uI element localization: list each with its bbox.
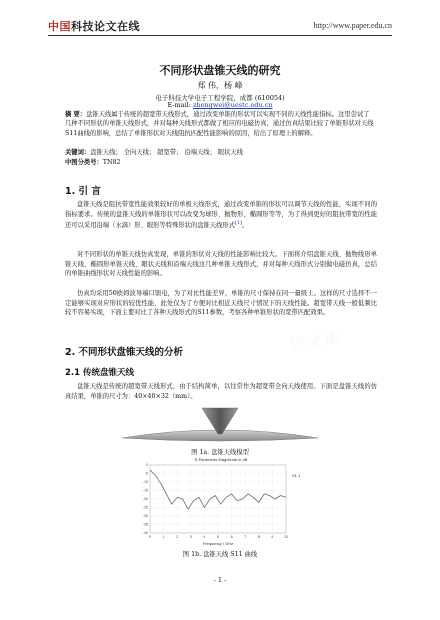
paragraph-2-1: 盘锥天线是传统的超宽带天线形式，由于结构简单，以往常作为超宽带全向天线使用。下面是盘锥天线的仿真结果，单锥的尺寸为：40×40×32（mm）。 [65, 383, 377, 400]
keywords [65, 148, 375, 157]
keywords-label: 关键词： [65, 149, 91, 156]
class-label: 中图分类号： [65, 159, 103, 166]
x-tick-label: 3 [189, 535, 192, 539]
paper-email-line [0, 101, 440, 109]
site-url[interactable]: http://www.paper.edu.cn [313, 21, 392, 30]
x-tick-label: 5 [217, 535, 219, 539]
section-heading-intro: 1. 引 言 [65, 186, 101, 197]
header-rule [48, 35, 392, 36]
paragraph-intro-3: 仿真均采用50欧姆波导端口馈电，为了对比性能差异，单锥的尺寸保持在同一量级上。这样的尺寸选择不一定能够实现对应形状的较优性能，此处仅为了方便对比相近天线尺寸情况下的天线性能。超宽带天线一般低频比较不容易实现，下面主要对比了各种天线形式的S11参数，考察各种单锥形状的宽带匹配效果。 [65, 290, 377, 317]
x-tick-label: 0 [149, 535, 151, 539]
watermark-2: 论文读 [288, 327, 343, 355]
x-tick-label: 9 [271, 535, 274, 539]
x-tick-label: 7 [244, 535, 247, 539]
y-ticks [143, 463, 148, 535]
antenna-model-figure [120, 404, 320, 444]
x-ticks [149, 535, 288, 539]
abstract-label: 摘 要： [65, 111, 87, 118]
page-number: - 1 - [213, 576, 227, 584]
keywords-text: 盘锥天线； 全向天线； 超宽带； 沿端天线； 眼状天线 [90, 149, 244, 156]
x-tick-label: 8 [257, 535, 260, 539]
figure-1a-caption: 图 1a. 盘锥天线模型 [191, 449, 249, 456]
y-tick-label: -15 [142, 488, 148, 493]
figure-1b-caption: 图 1b. 盘锥天线 S11 曲线 [182, 551, 258, 558]
y-tick-label: -30 [142, 514, 148, 519]
x-tick-label: 10 [284, 535, 288, 539]
y-tick-label: -35 [142, 522, 148, 527]
paragraph-intro-1 [65, 200, 377, 231]
abstract-text: 盘锥天线属于传统的超宽带天线形式，通过改变单锥的形状可以实现不同的天线性能指标。这里尝试了几种不同形状的单锥天线形式，并对每种天线形式都做了相应的电磁仿真，通过仿真结果比较了单锥形状对天线S11曲线的影响，总结了单锥形状对天线阻抗匹配性能影响的原因，给出了原理上的解释。 [65, 111, 374, 137]
plot-xlabel: Frequency / GHz [202, 541, 234, 546]
plot-title: S-Parameter Magnitude in dB [194, 457, 248, 462]
s11-plot [126, 455, 316, 547]
paper-authors: 郑 伟，杨 峰 [197, 81, 243, 90]
site-logo[interactable] [48, 18, 140, 34]
x-tick-label: 1 [162, 535, 165, 539]
x-tick-label: 4 [203, 535, 206, 539]
logo-part2: 科技论文在线 [71, 20, 140, 33]
email-label: E-mail: [167, 101, 193, 109]
plot-legend: S1,1 [292, 473, 301, 478]
email-link[interactable]: zhengwei@uestc.edu.cn [192, 101, 273, 109]
y-tick-label: 0 [146, 463, 148, 468]
y-tick-label: -40 [142, 531, 148, 536]
paper-affiliation: 电子科技大学电子工程学院，成都 (610054) [155, 94, 285, 102]
y-tick-label: -20 [142, 497, 148, 502]
logo-part1: 中国 [48, 20, 71, 33]
x-tick-label: 2 [176, 535, 179, 539]
paragraph-text: 盘锥天线是阻抗带宽性能效果较好的单极天线形式，通过改变单锥的形状可以调节天线的性能，实现不同的指标要求。传统的盘锥天线的单锥形状可以改变为球形、抛物形、椭圆形等等，为了得到更好的阻抗带宽的性能还可以采用沿端（水滴）形、眼形等特殊形状的盘锥天线形式 [65, 201, 377, 230]
citation-ref[interactable]: [1] [235, 220, 243, 227]
x-tick-label: 6 [230, 535, 233, 539]
watermark-1: 论文读 [118, 247, 173, 275]
section-heading-2: 2. 不同形状盘锥天线的分析 [65, 347, 184, 358]
subsection-heading-2-1: 2.1 传统盘锥天线 [65, 368, 135, 378]
paper-title: 不同形状盘锥天线的研究 [159, 64, 281, 77]
abstract [65, 110, 375, 138]
y-tick-label: -25 [142, 505, 148, 510]
class-value: TN82 [102, 159, 121, 166]
y-tick-label: -10 [142, 480, 148, 485]
y-tick-label: -5 [144, 471, 148, 476]
classification [65, 158, 375, 167]
paragraph-end: 。 [242, 222, 249, 230]
paragraph-intro-2: 对不同形状的单锥天线仿真发现，单锥的形状对天线的性能影响比较大。下面将介绍盘锥天线、抛物线形单锥天线、椭圆形单锥天线、眼状天线和沿端天线这几种单锥天线形式，并对每种天线形式分别做电磁仿真，总结的单锥曲线形状对天线性能的影响。 [65, 251, 377, 278]
